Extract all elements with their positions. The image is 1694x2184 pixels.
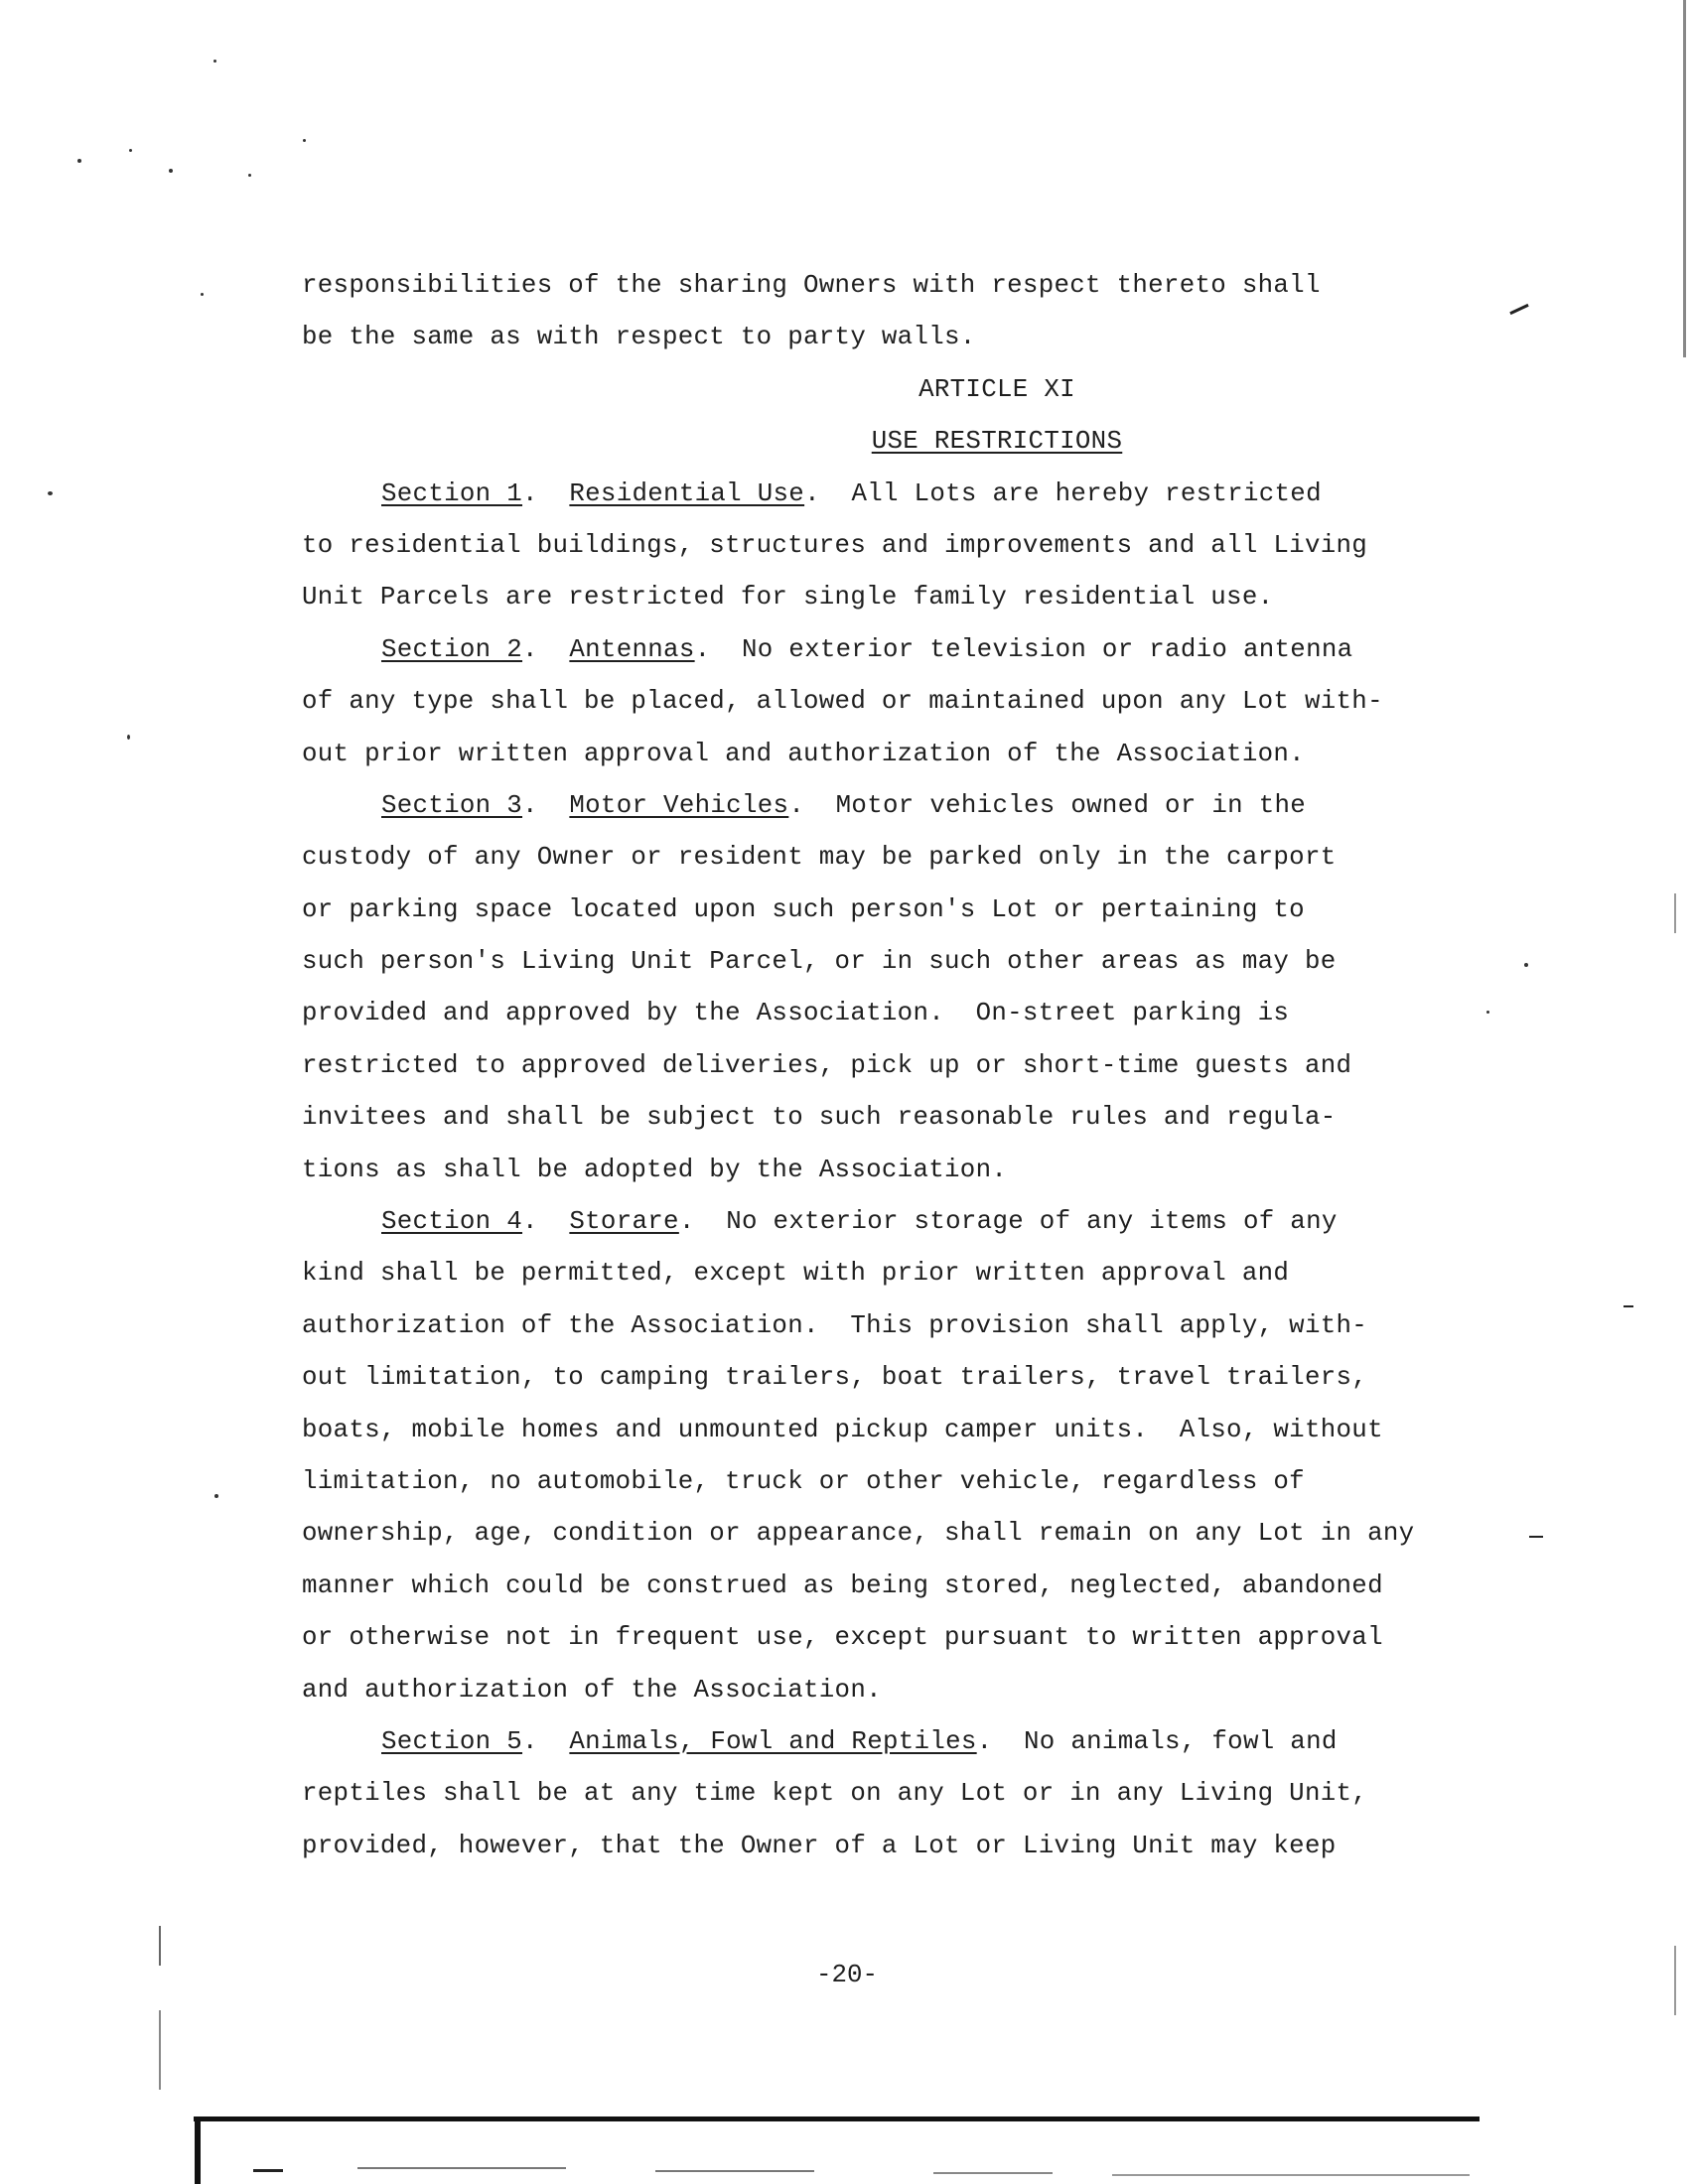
scan-mark bbox=[1529, 1536, 1543, 1538]
section-title: Motor Vehicles bbox=[569, 790, 789, 820]
punctuation: . bbox=[522, 1207, 570, 1237]
body-line: authorization of the Association. This provision shall apply, with- bbox=[302, 1310, 1368, 1340]
punctuation: . bbox=[694, 634, 742, 664]
body-line: restricted to approved deliveries, pick up or short-time guests and bbox=[302, 1050, 1352, 1080]
body-line: limitation, no automobile, truck or other vehicle, regardless of bbox=[302, 1466, 1305, 1496]
scan-mark bbox=[159, 1926, 161, 1966]
body-line: to residential buildings, structures and improvements and all Living bbox=[302, 530, 1368, 560]
section-text: No exterior television or radio antenna bbox=[741, 634, 1353, 664]
scan-speck bbox=[48, 491, 53, 495]
body-line: and authorization of the Association. bbox=[302, 1675, 882, 1705]
section-number: Section 3 bbox=[381, 790, 523, 820]
body-line: invitees and shall be subject to such reasonable rules and regula- bbox=[302, 1103, 1337, 1133]
section-first-line bbox=[302, 780, 1444, 832]
section-text: No exterior storage of any items of any bbox=[726, 1207, 1338, 1237]
body-line: such person's Living Unit Parcel, or in such other areas as may be bbox=[302, 947, 1337, 977]
section-title: Animals, Fowl and Reptiles bbox=[569, 1726, 977, 1756]
scan-speck bbox=[213, 60, 216, 63]
section-first-line bbox=[302, 1716, 1444, 1768]
body-line: responsibilities of the sharing Owners with respect thereto shall bbox=[302, 271, 1321, 300]
scan-mark bbox=[1674, 893, 1676, 933]
punctuation: . bbox=[522, 1726, 570, 1756]
punctuation: . bbox=[522, 790, 570, 820]
punctuation: . bbox=[522, 478, 570, 508]
body-line: tions as shall be adopted by the Association. bbox=[302, 1155, 1008, 1184]
body-line: manner which could be construed as being stored, neglected, abandoned bbox=[302, 1570, 1383, 1600]
punctuation: . bbox=[804, 478, 852, 508]
scan-mark bbox=[1112, 2174, 1470, 2176]
scan-mark bbox=[357, 2167, 566, 2169]
scan-speck bbox=[1524, 963, 1528, 967]
scan-mark bbox=[253, 2169, 283, 2172]
scan-speck bbox=[201, 293, 204, 296]
section-number: Section 5 bbox=[381, 1726, 523, 1756]
bottom-rule-corner bbox=[195, 2117, 201, 2184]
body-line: ownership, age, condition or appearance, shall remain on any Lot in any bbox=[302, 1519, 1415, 1549]
section-number: Section 2 bbox=[381, 634, 523, 664]
scan-speck bbox=[77, 159, 81, 163]
scan-mark bbox=[1623, 1305, 1633, 1307]
scan-mark bbox=[1674, 1946, 1676, 2015]
body-line: or parking space located upon such person's Lot or pertaining to bbox=[302, 894, 1305, 924]
scan-mark bbox=[933, 2172, 1053, 2174]
body-line: out limitation, to camping trailers, boat trailers, travel trailers, bbox=[302, 1363, 1368, 1393]
scan-speck bbox=[248, 174, 251, 177]
scan-mark bbox=[1509, 304, 1528, 315]
scan-speck bbox=[169, 169, 173, 173]
body-line: be the same as with respect to party walls. bbox=[302, 323, 976, 352]
scan-mark bbox=[1683, 0, 1686, 357]
body-line: custody of any Owner or resident may be parked only in the carport bbox=[302, 843, 1337, 873]
body-line: Unit Parcels are restricted for single family residential use. bbox=[302, 583, 1274, 613]
punctuation: . bbox=[788, 790, 836, 820]
section-text: All Lots are hereby restricted bbox=[851, 478, 1322, 508]
scan-speck bbox=[127, 735, 130, 740]
body-line: boats, mobile homes and unmounted pickup camper units. Also, without bbox=[302, 1415, 1383, 1444]
article-heading: ARTICLE XI bbox=[918, 374, 1075, 404]
scan-speck bbox=[214, 1494, 218, 1498]
body-line: out prior written approval and authorization of the Association. bbox=[302, 739, 1305, 768]
body-line: or otherwise not in frequent use, except pursuant to written approval bbox=[302, 1623, 1383, 1653]
section-first-line bbox=[302, 1196, 1444, 1248]
article-title bbox=[302, 416, 1444, 468]
scan-mark bbox=[655, 2170, 814, 2172]
section-title: Storare bbox=[569, 1207, 679, 1237]
body-line: provided and approved by the Association. On-street parking is bbox=[302, 999, 1290, 1028]
body-line: kind shall be permitted, except with prior written approval and bbox=[302, 1259, 1290, 1289]
section-number: Section 4 bbox=[381, 1207, 523, 1237]
section-first-line bbox=[302, 469, 1444, 520]
punctuation: . bbox=[522, 634, 570, 664]
section-text: No animals, fowl and bbox=[1024, 1726, 1338, 1756]
scan-speck bbox=[1486, 1011, 1489, 1014]
article-title-text: USE RESTRICTIONS bbox=[871, 427, 1123, 457]
document-body bbox=[302, 260, 1444, 1872]
page-number: -20- bbox=[816, 1961, 878, 1989]
section-number: Section 1 bbox=[381, 478, 523, 508]
bottom-rule bbox=[194, 2116, 1480, 2121]
section-title: Antennas bbox=[569, 634, 695, 664]
scan-speck bbox=[129, 149, 132, 152]
body-line: of any type shall be placed, allowed or maintained upon any Lot with- bbox=[302, 687, 1383, 717]
scan-speck bbox=[303, 139, 306, 142]
section-first-line bbox=[302, 624, 1444, 676]
body-line: provided, however, that the Owner of a Lot or Living Unit may keep bbox=[302, 1831, 1337, 1860]
punctuation: . bbox=[678, 1207, 727, 1237]
scan-mark bbox=[159, 2010, 161, 2090]
section-text: Motor vehicles owned or in the bbox=[835, 790, 1307, 820]
body-line: reptiles shall be at any time kept on any Lot or in any Living Unit, bbox=[302, 1779, 1368, 1809]
punctuation: . bbox=[976, 1726, 1025, 1756]
section-title: Residential Use bbox=[569, 478, 805, 508]
